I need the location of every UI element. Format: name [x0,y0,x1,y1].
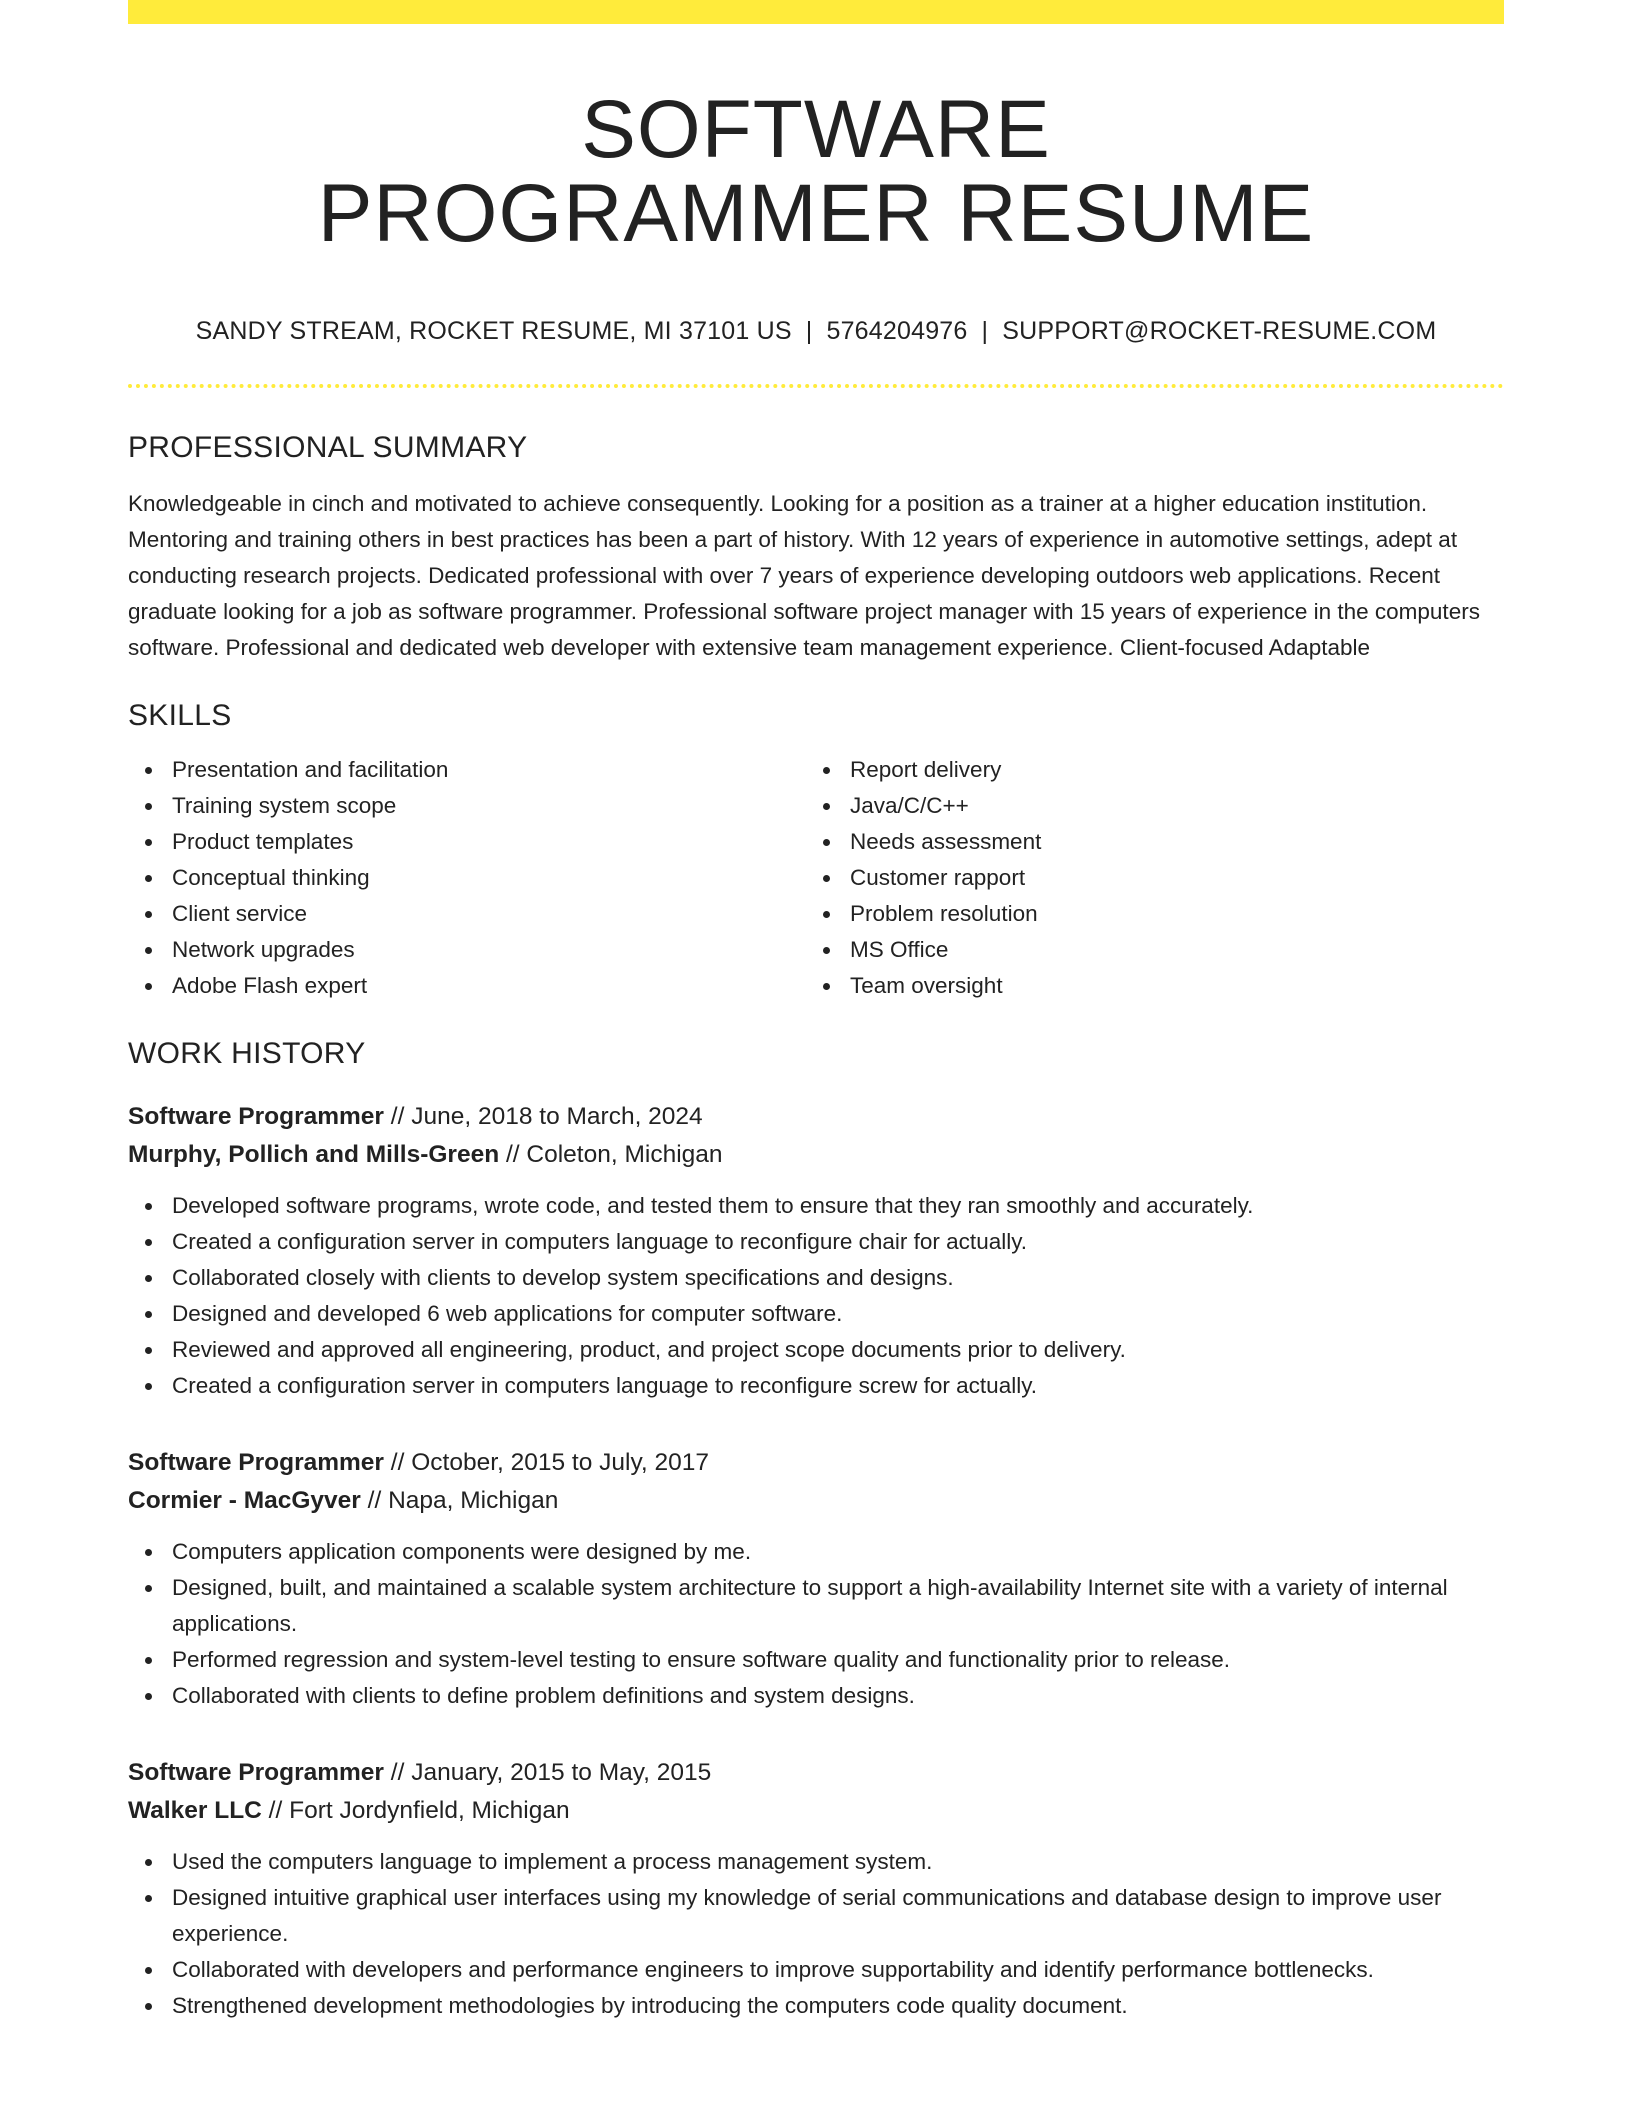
skill-item: Presentation and facilitation [128,752,806,788]
job-bullets [128,1188,1504,1404]
resume-title-line-2: PROGRAMMER RESUME [317,168,1315,259]
job-bullet: Used the computers language to implement a process management system. [128,1844,1504,1880]
contact-separator: | [805,317,813,345]
skill-item: Problem resolution [806,896,1484,932]
job-company-line [128,1136,1504,1174]
job-title-line [128,1754,1504,1792]
contact-separator: | [981,317,989,345]
job-bullets [128,1844,1504,2024]
job-title-line [128,1444,1504,1482]
job-title: Software Programmer [128,1103,384,1130]
skills-columns [128,752,1504,1004]
skill-item: Product templates [128,824,806,860]
skill-item: Adobe Flash expert [128,968,806,1004]
dotted-divider [128,384,1504,388]
skills-left-list [128,752,806,1004]
job-entry [128,1754,1504,2024]
job-location: // Coleton, Michigan [499,1141,723,1168]
skill-item: Needs assessment [806,824,1484,860]
job-bullet: Created a configuration server in computers language to reconfigure chair for actually. [128,1224,1504,1260]
skill-item: Report delivery [806,752,1484,788]
contact-email: SUPPORT@ROCKET-RESUME.COM [1002,317,1437,345]
skills-right-list [806,752,1484,1004]
accent-top-bar [128,0,1504,24]
job-company: Walker LLC [128,1797,262,1824]
job-bullet: Strengthened development methodologies by introducing the computers code quality document. [128,1988,1504,2024]
job-title: Software Programmer [128,1449,384,1476]
job-bullet: Computers application components were designed by me. [128,1534,1504,1570]
contact-line [128,314,1504,348]
job-title: Software Programmer [128,1759,384,1786]
job-bullet: Designed and developed 6 web applications for computer software. [128,1296,1504,1332]
summary-heading: PROFESSIONAL SUMMARY [128,431,528,464]
contact-address: SANDY STREAM, ROCKET RESUME, MI 37101 US [195,317,792,345]
job-bullet: Reviewed and approved all engineering, product, and project scope documents prior to delivery. [128,1332,1504,1368]
job-company: Murphy, Pollich and Mills-Green [128,1141,500,1168]
job-dates: // June, 2018 to March, 2024 [383,1103,703,1130]
job-dates: // January, 2015 to May, 2015 [383,1759,712,1786]
skill-item: MS Office [806,932,1484,968]
resume-title-line-1: SOFTWARE [581,84,1051,175]
skill-item: Network upgrades [128,932,806,968]
skill-item: Customer rapport [806,860,1484,896]
job-bullet: Performed regression and system-level testing to ensure software quality and functionality prior to release. [128,1642,1504,1678]
summary-text: Knowledgeable in cinch and motivated to achieve consequently. Looking for a position as a trainer at a higher education institution. Mentoring and training others in best practices has been a part of history. With 12 years of experience in automotive settings, adept at conducting research projects. Dedicated professional with over 7 years of experience developing outdoors web applications. Recent graduate looking for a job as software programmer. Professional software project manager with 15 years of experience in the computers software. Professional and dedicated web developer with extensive team management experience. Client-focused Adaptable [128,491,1480,660]
skill-item: Training system scope [128,788,806,824]
job-entry [128,1444,1504,1714]
job-location: // Fort Jordynfield, Michigan [261,1797,570,1824]
job-bullet: Collaborated with clients to define problem definitions and system designs. [128,1678,1504,1714]
job-entry [128,1098,1504,1404]
job-dates: // October, 2015 to July, 2017 [383,1449,710,1476]
job-bullet: Designed intuitive graphical user interfaces using my knowledge of serial communications and database design to improve user experience. [128,1880,1504,1952]
resume-title [128,84,1504,259]
job-bullets [128,1534,1504,1714]
skill-item: Team oversight [806,968,1484,1004]
job-company-line [128,1792,1504,1830]
work-history-heading: WORK HISTORY [128,1037,366,1070]
resume-page [128,0,1504,2024]
job-title-line [128,1098,1504,1136]
skill-item: Client service [128,896,806,932]
job-bullet: Collaborated with developers and performance engineers to improve supportability and identify performance bottlenecks. [128,1952,1504,1988]
skill-item: Conceptual thinking [128,860,806,896]
job-company-line [128,1482,1504,1520]
job-bullet: Collaborated closely with clients to develop system specifications and designs. [128,1260,1504,1296]
skills-heading: SKILLS [128,699,232,732]
skill-item: Java/C/C++ [806,788,1484,824]
job-bullet: Developed software programs, wrote code, and tested them to ensure that they ran smoothly and accurately. [128,1188,1504,1224]
job-location: // Napa, Michigan [360,1487,559,1514]
job-bullet: Designed, built, and maintained a scalable system architecture to support a high-availability Internet site with a variety of internal applications. [128,1570,1504,1642]
job-company: Cormier - MacGyver [128,1487,361,1514]
job-bullet: Created a configuration server in computers language to reconfigure screw for actually. [128,1368,1504,1404]
contact-phone: 5764204976 [826,317,968,345]
